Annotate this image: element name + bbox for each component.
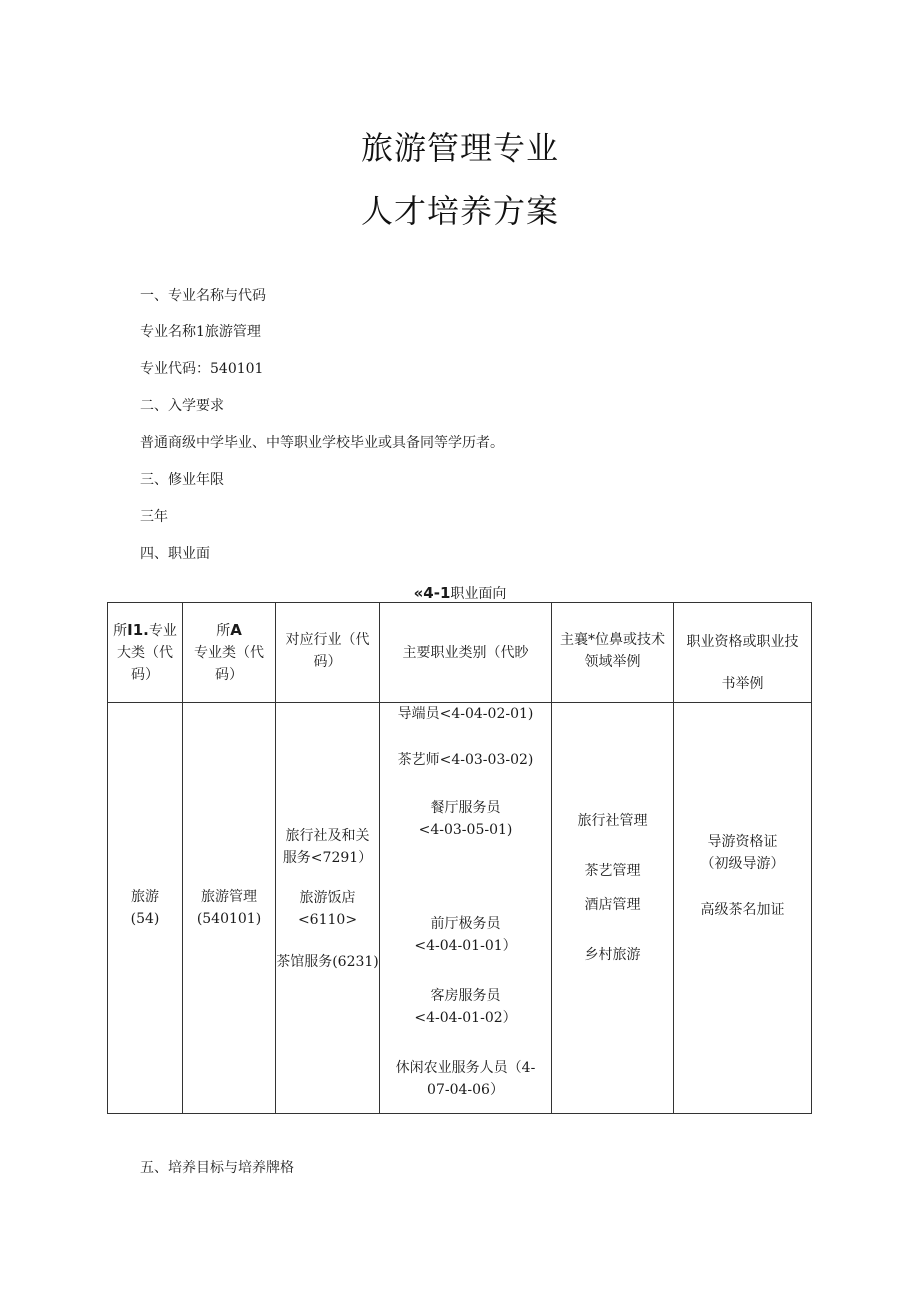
section-1-heading: 一、专业名称与代码 (140, 288, 266, 304)
header-col2-prefix: 所 (216, 623, 231, 639)
certificate-1-line1: 导游资格证 (707, 834, 778, 850)
occupation-2: 茶艺师<4-03-03-02) (397, 752, 534, 768)
cell-major-class (183, 703, 276, 1114)
industry-2-line2: <6110> (297, 912, 358, 928)
major-category-code: (54) (130, 911, 160, 927)
major-class-name: 旅游管理 (201, 889, 257, 905)
header-col3-line1: 对应行业（代 (285, 632, 370, 648)
occupation-3-line1: 餐厅服务员 (430, 800, 501, 816)
table-header-row (108, 603, 812, 703)
table-caption (0, 583, 920, 604)
cell-major-category (108, 703, 183, 1114)
major-code: 专业代码：540101 (140, 361, 264, 377)
certificate-2: 高级茶名加证 (700, 902, 785, 918)
table-caption-text: 职业面向 (450, 586, 507, 602)
header-col4: 主要职业类别（代眇 (402, 644, 529, 661)
header-occupation (380, 603, 552, 703)
occupation-4-line2: <4-04-01-01） (414, 938, 517, 954)
section-5-heading: 五、培养目标与培养牌格 (140, 1160, 294, 1176)
table-caption-number: «4-1 (413, 584, 451, 602)
major-name: 专业名称1旅游管理 (140, 324, 261, 340)
position-3: 酒店管理 (584, 897, 641, 913)
header-col6-line2: 书举例 (721, 676, 764, 692)
industry-3: 茶馆服务(6231) (276, 954, 379, 970)
table-row (108, 703, 812, 1114)
document-title-line2: 人才培养方案 (360, 192, 559, 230)
section-3-heading: 三、修业年限 (140, 472, 224, 488)
occupation-6-line1: 休闲农业服务人员（4- (395, 1060, 536, 1076)
header-industry (276, 603, 380, 703)
industry-1-line1: 旅行社及和关 (285, 828, 370, 844)
industry-1-line2: 服务<7291） (282, 850, 373, 866)
major-category-name: 旅游 (131, 889, 159, 905)
occupation-5-line2: <4-04-01-02） (414, 1010, 517, 1026)
position-4: 乡村旅游 (584, 947, 641, 963)
major-class-code: (540101) (196, 911, 262, 927)
header-col1-rest: 专业 (148, 623, 177, 639)
certificate-1-line2: （初级导游） (700, 856, 785, 872)
position-2: 茶艺管理 (584, 863, 641, 879)
section-2-heading: 二、入学要求 (140, 398, 224, 414)
occupation-4-line1: 前厅极务员 (430, 916, 501, 932)
study-duration: 三年 (140, 509, 168, 525)
cell-occupations (380, 703, 552, 1114)
occupation-3-line2: <4-03-05-01) (418, 822, 513, 838)
header-position (552, 603, 674, 703)
cell-industries (276, 703, 380, 1114)
section-4-heading: 四、职业面 (140, 546, 210, 562)
header-col2-line3: 码） (215, 667, 243, 683)
header-major-class (183, 603, 276, 703)
cell-certificates (674, 703, 812, 1114)
header-col3-line2: 码） (313, 654, 342, 670)
occupation-1: 导端员<4-04-02-01) (397, 706, 534, 722)
occupation-5-line1: 客房服务员 (430, 988, 501, 1004)
document-title-line1: 旅游管理专业 (360, 129, 559, 167)
header-col1-line2: 大类（代 (117, 645, 173, 661)
header-col2-line2: 专业类（代 (194, 645, 264, 661)
occupation-table (107, 602, 812, 1114)
header-col6-line1: 职业资格或职业技 (686, 634, 799, 650)
header-col2-bold: A (230, 621, 242, 639)
header-col1-line3: 码） (131, 667, 159, 683)
header-col1-prefix: 所 (113, 623, 128, 639)
header-major-category (108, 603, 183, 703)
industry-2-line1: 旅游饭店 (299, 890, 356, 906)
header-col5-line2: 领域举例 (584, 654, 641, 670)
header-certificate (674, 603, 812, 703)
position-1: 旅行社管理 (577, 813, 648, 829)
occupation-6-line2: 07-04-06） (427, 1082, 504, 1098)
admission-requirement: 普通商级中学毕业、中等职业学校毕业或具备同等学历者。 (140, 435, 504, 451)
header-col1-bold: I1. (127, 621, 149, 639)
cell-positions (552, 703, 674, 1114)
header-col5-line1: 主襄*位鼻或技术 (560, 632, 665, 648)
